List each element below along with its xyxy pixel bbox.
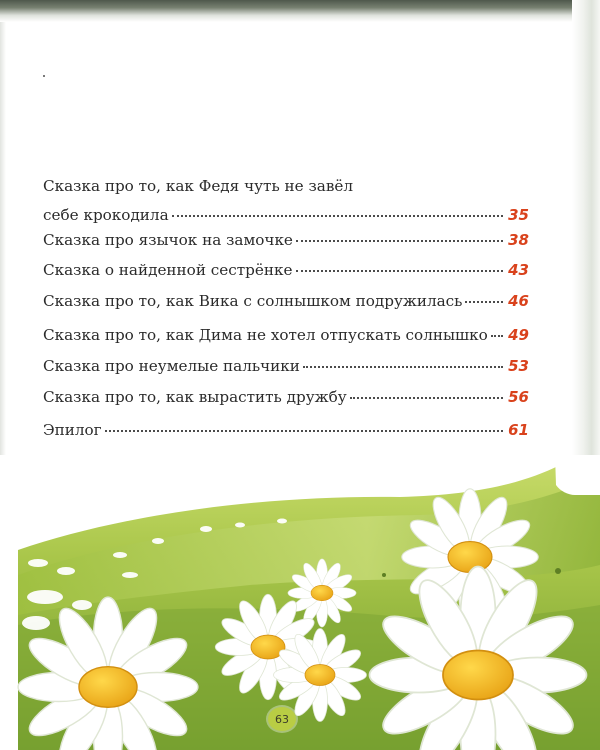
toc-page-number: 56 (508, 388, 529, 406)
toc-item-title-line2: себе крокодила (43, 206, 169, 224)
leader-dots (465, 301, 503, 303)
toc-item-title: Сказка про то, как вырастить дружбу (43, 388, 347, 406)
toc-item-title: Сказка про то, как Дима не хотел отпускать солнышко (43, 326, 488, 344)
toc-page-number: 53 (508, 357, 529, 375)
leader-dots (296, 240, 503, 242)
toc-item-title: Сказка про язычок на замочке (43, 231, 293, 249)
daisy-meadow-art (0, 455, 600, 750)
toc-page-number: 43 (508, 261, 529, 279)
leader-dots (491, 335, 503, 337)
daisy-meadow-illustration (0, 455, 600, 750)
page-number-badge: 63 (268, 707, 296, 731)
toc-page-number: 38 (508, 231, 529, 249)
leader-dots (105, 430, 503, 432)
toc-page-number: 49 (508, 326, 529, 344)
toc-item-title: Эпилог (43, 421, 102, 439)
toc-page-number: 35 (508, 206, 529, 224)
leader-dots (296, 270, 504, 272)
toc-item-title: Сказка про неумелые пальчики (43, 357, 300, 375)
page-right-edge (572, 0, 600, 470)
toc-page-number: 61 (508, 421, 529, 439)
leader-dots (303, 366, 503, 368)
toc-item-title: Сказка про то, как Вика с солнышком подружилась (43, 292, 463, 310)
leader-dots (350, 397, 503, 399)
leader-dots (172, 215, 503, 217)
toc-page-number: 46 (508, 292, 529, 310)
toc-item-title-line1: Сказка про то, как Федя чуть не завёл (43, 177, 354, 195)
page-top-edge (0, 0, 600, 22)
print-mark (43, 75, 45, 77)
toc-item-title: Сказка о найденной сестрёнке (43, 261, 293, 279)
